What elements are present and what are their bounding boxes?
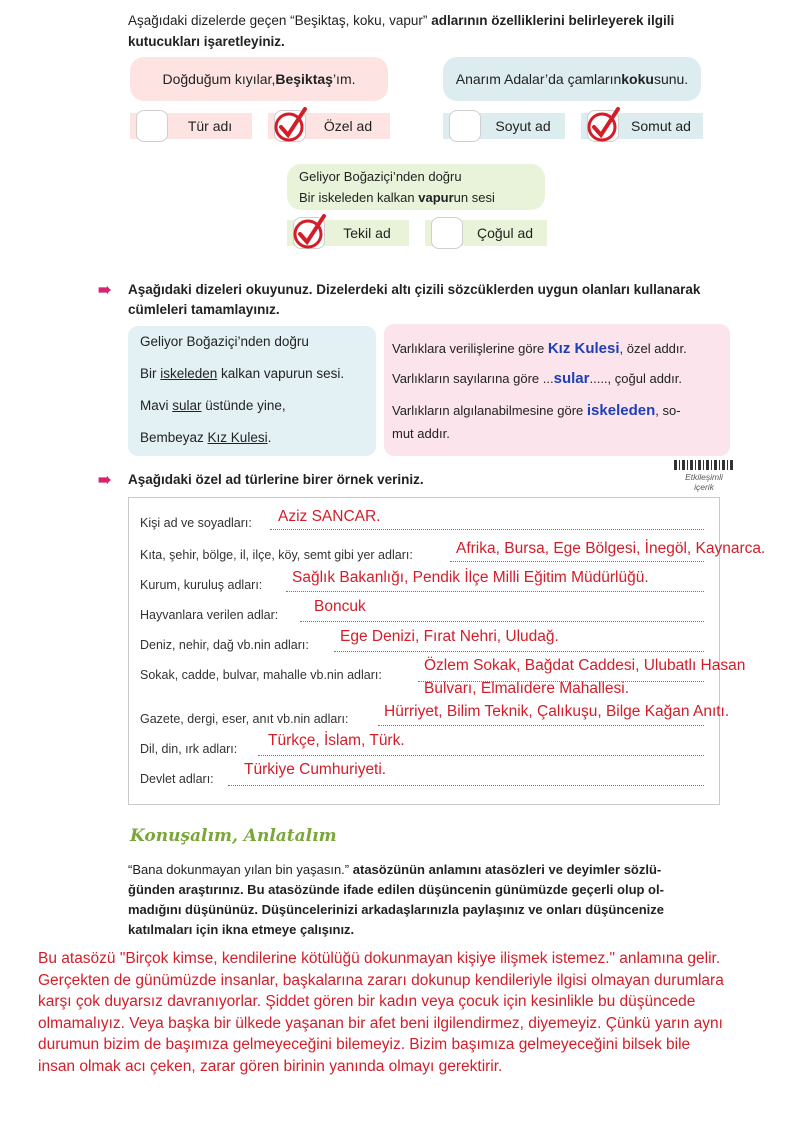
bubble-text: sunu. [653, 71, 689, 87]
answer-line [228, 785, 704, 786]
handwritten-answer: Ege Denizi, Fırat Nehri, Uludağ. [340, 628, 559, 645]
handwritten-answer: Afrika, Bursa, Ege Bölgesi, İnegöl, Kaynarca. [456, 540, 766, 557]
answer-line-text: Bu atasözü "Birçok kimse, kendilerine kötülüğü dokunmayan kişiye ilişmek istemez." anlamına gelir. [38, 950, 721, 967]
handwritten-essay-answer [38, 948, 788, 1077]
checkbox[interactable] [431, 217, 463, 249]
fill-in-box [384, 324, 730, 456]
badge-label: içerik [694, 482, 714, 492]
choice-soyut-ad[interactable] [443, 113, 565, 139]
choice-tur-adi[interactable] [130, 113, 252, 139]
qr-code-icon [674, 460, 734, 470]
interactive-content-badge[interactable] [672, 460, 736, 492]
poem-line: Geliyor Boğaziçi’nden doğru [140, 334, 309, 349]
handwritten-answer: Bulvarı, Elmalıdere Mahallesi. [424, 680, 630, 697]
example-label: Devlet adları: [140, 772, 214, 786]
choice-somut-ad[interactable] [581, 113, 703, 139]
example-label: Deniz, nehir, dağ vb.nin adları: [140, 638, 309, 652]
intro-line2: kutucukları işaretleyiniz. [128, 34, 285, 49]
handwritten-answer: sular [553, 370, 590, 387]
proverb-quote: “Bana dokunmayan yılan bin yaşasın.” [128, 862, 350, 877]
checkmark-icon [290, 212, 330, 252]
heading-line: cümleleri tamamlayınız. [128, 302, 280, 317]
answer-line-text: durumun bizim de başımıza gelmeyeceğini bilemeyiz. Bizim başımıza gelmeyeceğini bilsek bile [38, 1036, 691, 1053]
intro-instructions [128, 10, 748, 52]
badge-label: Etkileşimli [685, 472, 723, 482]
intro-quote: “Beşiktaş, koku, vapur” [290, 13, 428, 28]
choice-ozel-ad[interactable] [268, 113, 390, 139]
choice-label: Çoğul ad [476, 225, 534, 241]
handwritten-answer: Kız Kulesi [547, 340, 620, 357]
answer-line-text: olmamalıyız. Veya başka bir ülkede yaşanan bir afet beni ilgilendirmez, diyemeyiz. Çünkü yarın aynı [38, 1014, 723, 1032]
poem-line: Bir iskeleden kalkan vapurun sesi. [140, 366, 345, 381]
handwritten-answer: iskeleden [586, 402, 656, 419]
fill-sentence: mut addır. [392, 426, 450, 441]
discussion-prompt [128, 860, 724, 940]
handwritten-answer: Türkiye Cumhuriyeti. [244, 761, 387, 778]
example-label: Sokak, cadde, bulvar, mahalle vb.nin adları: [140, 668, 382, 682]
handwritten-answer: Sağlık Bakanlığı, Pendik İlçe Milli Eğitim Müdürlüğü. [292, 569, 649, 586]
question-2-heading [128, 280, 748, 320]
poem-line: Bembeyaz Kız Kulesi. [140, 430, 272, 445]
choice-label: Özel ad [323, 118, 373, 134]
checkbox-checked[interactable] [293, 217, 325, 249]
fill-sentence: Varlıklara verilişlerine göre Kız Kulesi, özel addır. [392, 340, 687, 357]
example-label: Hayvanlara verilen adlar: [140, 608, 279, 622]
checkmark-icon [271, 105, 311, 145]
heading-line: Aşağıdaki dizeleri okuyunuz. Dizelerdeki altı çizili sözcüklerden uygun olanları kullanarak [128, 282, 701, 297]
fill-sentence: Varlıkların algılanabilmesine göre iskeleden, so- [392, 402, 681, 419]
choice-label: Tekil ad [343, 225, 391, 241]
question-3-heading: Aşağıdaki özel ad türlerine birer örnek veriniz. [128, 472, 424, 487]
answer-line [378, 725, 704, 726]
bubble-keyword: koku [621, 71, 654, 87]
prompt-line: atasözünün anlamını atasözleri ve deyimler sözlü- [352, 862, 662, 877]
sentence-bubble-vapur [287, 164, 545, 210]
arrow-icon: ➠ [98, 282, 112, 299]
prompt-line: madığını düşününüz. Düşüncelerinizi arkadaşlarınızla paylaşınız ve onları düşüncenize [128, 902, 665, 917]
bubble-line: Geliyor Boğaziçi’nden doğru [299, 169, 462, 184]
sentence-bubble-besiktas [130, 57, 388, 101]
choice-cogul-ad[interactable] [425, 220, 547, 246]
poem-line: Mavi sular üstünde yine, [140, 398, 286, 413]
answer-line-text: karşı çok duyarsız davranıyorlar. Şiddet gören bir kadın veya çocuk için kesinlikle bu düşüncede [38, 993, 696, 1010]
sentence-bubble-koku [443, 57, 701, 101]
answer-line-text: insan olmak acı çeken, zarar gören birinin yanında olmayı gerektirir. [38, 1057, 503, 1075]
checkbox-checked[interactable] [587, 110, 619, 142]
answer-line [270, 529, 704, 530]
handwritten-answer: Türkçe, İslam, Türk. [268, 732, 405, 749]
checkbox-checked[interactable] [274, 110, 306, 142]
answer-line [334, 651, 704, 652]
example-label: Dil, din, ırk adları: [140, 742, 238, 756]
handwritten-answer: Aziz SANCAR. [278, 508, 381, 525]
bubble-text: Anarım Adalar’da çamların [455, 71, 622, 87]
intro-prefix: Aşağıdaki dizelerde geçen [128, 13, 287, 28]
answer-line [450, 561, 704, 562]
bubble-text: ’ım. [332, 71, 356, 87]
arrow-icon: ➠ [98, 472, 112, 489]
handwritten-answer: Boncuk [314, 598, 366, 615]
example-label: Gazete, dergi, eser, anıt vb.nin adları: [140, 712, 349, 726]
handwritten-answer: Hürriyet, Bilim Teknik, Çalıkuşu, Bilge Kağan Anıtı. [384, 703, 730, 720]
answer-line [300, 621, 704, 622]
answer-line [286, 591, 704, 592]
bubble-line: Bir iskeleden kalkan vapurun sesi [299, 190, 495, 205]
prompt-line: ğünden araştırınız. Bu atasözünde ifade edilen düşüncenin günümüzde geçerli olup ol- [128, 882, 664, 897]
section-title: Konuşalım, Anlatalım [130, 826, 337, 846]
bubble-keyword: Beşiktaş [275, 71, 333, 87]
checkmark-icon [584, 105, 624, 145]
bubble-text: Doğduğum kıyılar, [162, 71, 276, 87]
poem-box [128, 326, 376, 456]
checkbox[interactable] [136, 110, 168, 142]
checkbox[interactable] [449, 110, 481, 142]
example-label: Kurum, kuruluş adları: [140, 578, 263, 592]
fill-sentence: Varlıkların sayılarına göre ...sular....., çoğul addır. [392, 370, 682, 387]
intro-suffix: adlarının özelliklerini belirleyerek ilgili [431, 13, 675, 28]
handwritten-answer: Özlem Sokak, Bağdat Caddesi, Ulubatlı Hasan [424, 657, 746, 674]
example-label: Kişi ad ve soyadları: [140, 516, 252, 530]
choice-label: Tür adı [187, 118, 233, 134]
prompt-line: katılmaları için ikna etmeye çalışınız. [128, 922, 355, 937]
answer-line-text: Gerçekten de günümüzde insanlar, başkalarına zararı dokunup kendileriyle ilgisi olmayan durumlara [38, 971, 724, 989]
example-label: Kıta, şehir, bölge, il, ilçe, köy, semt gibi yer adları: [140, 548, 413, 562]
choice-tekil-ad[interactable] [287, 220, 409, 246]
choice-label: Somut ad [631, 118, 691, 134]
choice-label: Soyut ad [495, 118, 551, 134]
answer-line [258, 755, 704, 756]
